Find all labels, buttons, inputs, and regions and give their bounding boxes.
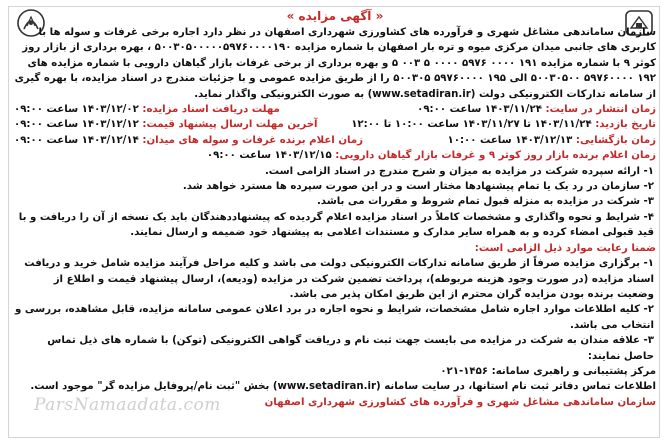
opening-date-label: زمان بازگشایی: xyxy=(575,134,656,146)
condition-item: ۴- شرایط و نحوه واگذاری و مشخصات کاملاً در اسناد مزایده اعلام گردیده که پیشنهاددهندگان باید یک نسخه از آن را دریافت و با قید قبولی امضاء کرده و به همراه سایر مدارک و مستندات اعلامی به پیشنهاد خود ضمیمه و ارسال نمایند. xyxy=(18,211,654,239)
notes-heading: ضمنا رعایت موارد ذیل الزامی است: xyxy=(474,242,656,254)
opening-date xyxy=(448,133,656,148)
winner-bazaar-date xyxy=(14,148,656,163)
submit-deadline xyxy=(14,117,318,132)
condition-item: ۲- سازمان در رد یک یا تمام پیشنهادها مختار است و در این صورت سپرده ها مسترد خواهد شد. xyxy=(182,181,654,193)
notice-title: « آگهی مزایده » xyxy=(286,9,384,23)
publish-date-value: ۱۴۰۳/۱۱/۲۴ ساعت ۰۹:۰۰ xyxy=(417,104,542,116)
publish-date-label: زمان انتشار در سایت: xyxy=(545,104,656,116)
docs-deadline-value: ۱۴۰۳/۱۲/۰۲ ساعت ۰۹:۰۰ xyxy=(14,104,139,116)
submit-deadline-value: ۱۴۰۳/۱۲/۱۲ ساعت ۰۹:۰۰ xyxy=(14,119,139,131)
submit-deadline-label: آخرین مهلت ارسال پیشنهاد قیمت: xyxy=(142,119,318,131)
support-center: مرکز پشتیبانی و راهبری سامانه: ۱۴۵۶-۰۲۱ xyxy=(440,365,656,377)
visit-date-label: تاریخ بازدید: xyxy=(595,119,656,131)
docs-deadline-label: مهلت دریافت اسناد مزایده: xyxy=(142,104,280,116)
note-item: ۱- برگزاری مزایده صرفاً از طریق سامانه تدارکات الکترونیکی دولت می باشد و کلیه مراحل فرآیند مزایده شامل خرید و دریافت اسناد مزایده (در صورت وجود هزینه مربوطه)، پرداخت تضمین شرکت در مزایده (ودیعه)، ارسال پیشنهاد قیمت و اطلاع از وضعیت برنده بودن مزایده گران محترم از این طریق امکان پذیر می باشد. xyxy=(24,258,654,300)
winner-stalls-value: ۱۴۰۳/۱۲/۱۴ ساعت ۰۹:۰۰ xyxy=(14,134,139,146)
winner-bazaar-label: زمان اعلام برنده بازار روز کوثر ۹ و غرفات بازار گیاهان دارویی: xyxy=(335,150,656,162)
opening-date-value: ۱۴۰۳/۱۲/۱۳ ساعت ۱۰:۰۰ xyxy=(447,134,573,146)
condition-item: ۱- ارائه سپرده شرکت در مزایده به میزان و شرح مندرج در اسناد الزامی است. xyxy=(264,165,654,177)
signature: سازمان ساماندهی مشاغل شهری و فرآورده های کشاورزی شهرداری اصفهان xyxy=(264,396,656,408)
dates-row-3 xyxy=(14,133,656,148)
dates-row-1 xyxy=(14,102,656,117)
visit-date-value: ۱۴۰۳/۱۱/۲۴ تا ۱۴۰۳/۱۱/۲۷ ساعت ۱۰:۰۰ تا ۱۲:۰۰ xyxy=(351,119,592,131)
dates-row-2 xyxy=(14,117,656,132)
publish-date xyxy=(417,102,656,117)
watermark: ParsNamaadata.com xyxy=(34,395,221,415)
winner-stalls-label: زمان اعلام برنده غرفات و سوله های میدان: xyxy=(142,134,364,146)
note-item: ۲- کلیه اطلاعات موارد اجاره شامل مشخصات، شرایط و نحوه اجاره در برد اعلان عمومی سامانه مزایده، قابل مشاهده، بررسی و انتخاب می باشد. xyxy=(14,304,654,331)
winner-stalls-date xyxy=(14,133,363,148)
registration-info: اطلاعات تماس دفاتر ثبت نام استانها، در سایت سامانه (www.setadiran.ir) بخش "ثبت نام/پروفایل مزایده گر" موجود است. xyxy=(30,381,656,393)
winner-bazaar-value: ۱۴۰۳/۱۲/۱۵ ساعت ۰۹:۰۰ xyxy=(206,150,332,162)
condition-item: ۳- شرکت در مزایده به منزله قبول تمام شروط و مقررات می باشد. xyxy=(316,196,654,208)
notice-body xyxy=(14,8,656,410)
visit-date xyxy=(351,117,656,132)
docs-deadline xyxy=(14,102,280,117)
intro-paragraph: سازمان ساماندهی مشاغل شهری و فرآورده های کشاورزی شهرداری اصفهان در نظر دارد اجاره برخی غرفات و سوله ها با کاربری های جانبی میدان مرکزی میوه و تره بار اصفهان با شماره مزایده ۵۰۰۳۰۵۰۰۰۰۰۵۹۷۶۰۰۰۰۱۹۰ ، بهره برداری از بازار روز کوثر ۹ با شماره مزایده ۱۹۱ ۰۰۰۰ ۵۹۷۶ ۰۰۰۰ ۵ ۰۰۳ ۵ و بهره برداری از برخی غرفات بازار گیاهان دارویی با شماره مزایده های ۱۹۲ ۵۹۷۶۰۰۰۰ ۵۰۰۳۰۵۰۰ الی ۱۹۵ ۵۹۷۶۰۰۰۰ ۵۰۰۳۰۵ را از طریق مزایده عمومی و با جزئیات مندرج در اسناد مزایده، با بهره گیری از سامانه تدارکات الکترونیکی دولت (www.setadiran.ir) به صورت الکترونیکی واگذار نماید. xyxy=(14,27,656,100)
note-item: ۳- علاقه مندان به شرکت در مزایده می بایست جهت ثبت نام و دریافت گواهی الکترونیکی (توکن) با شماره های ذیل تماس حاصل نمایند: xyxy=(47,335,654,362)
